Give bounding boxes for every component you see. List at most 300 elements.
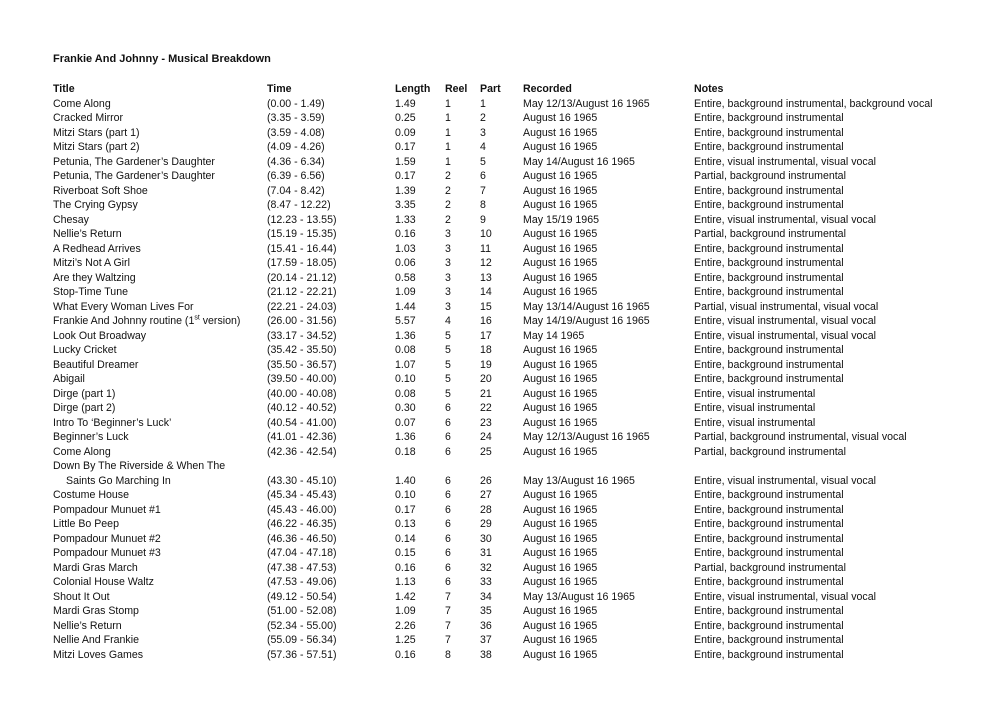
cell-length: 1.44 [395, 300, 416, 313]
header-title: Title [53, 83, 75, 95]
cell-length: 0.08 [395, 344, 416, 356]
cell-part: 6 [480, 170, 486, 182]
cell-title-continued: Saints Go Marching In [66, 474, 171, 487]
cell-notes: Entire, background instrumental [694, 503, 844, 516]
cell-length: 1.33 [395, 213, 416, 226]
cell-time: (33.17 - 34.52) [267, 329, 337, 342]
cell-title: Intro To ‘Beginner’s Luck’ [53, 416, 172, 429]
table-row [53, 401, 954, 416]
cell-recorded: August 16 1965 [523, 402, 598, 414]
cell-time: (46.36 - 46.50) [267, 532, 337, 545]
cell-title: Mitzi Loves Games [53, 648, 144, 661]
cell-time: (43.30 - 45.10) [267, 474, 337, 487]
cell-recorded: May 14 1965 [523, 329, 585, 342]
cell-title: Shout It Out [53, 590, 110, 603]
cell-length: 0.10 [395, 489, 416, 501]
cell-reel: 5 [445, 387, 451, 400]
cell-recorded: August 16 1965 [523, 112, 598, 124]
cell-length: 0.30 [395, 402, 416, 414]
cell-notes: Entire, background instrumental [694, 199, 844, 211]
cell-length: 0.13 [395, 518, 416, 530]
cell-part: 26 [480, 474, 492, 487]
cell-length: 1.25 [395, 634, 416, 646]
cell-title: Beautiful Dreamer [53, 358, 139, 371]
cell-time: (12.23 - 13.55) [267, 213, 337, 226]
cell-recorded: August 16 1965 [523, 228, 598, 240]
cell-time: (3.59 - 4.08) [267, 126, 325, 139]
cell-part: 28 [480, 503, 492, 516]
cell-recorded: August 16 1965 [523, 576, 598, 588]
cell-reel: 5 [445, 373, 451, 385]
cell-recorded: August 16 1965 [523, 344, 598, 356]
cell-reel: 2 [445, 170, 451, 182]
table-row [53, 474, 954, 489]
table-row [53, 430, 954, 445]
cell-part: 35 [480, 605, 492, 617]
cell-recorded: August 16 1965 [523, 518, 598, 530]
cell-notes: Partial, visual instrumental, visual vocal [694, 300, 879, 313]
document-title: Frankie And Johnny - Musical Breakdown [53, 53, 271, 65]
cell-length: 0.10 [395, 373, 416, 385]
cell-recorded: May 13/14/August 16 1965 [523, 300, 650, 313]
cell-part: 37 [480, 634, 492, 646]
cell-time: (55.09 - 56.34) [267, 634, 337, 646]
cell-part: 1 [480, 97, 486, 110]
cell-recorded: August 16 1965 [523, 605, 598, 617]
cell-recorded: May 13/August 16 1965 [523, 474, 635, 487]
cell-title: Petunia, The Gardener’s Daughter [53, 155, 215, 168]
cell-notes: Entire, background instrumental [694, 344, 844, 356]
cell-part: 30 [480, 532, 492, 545]
cell-title: Are they Waltzing [53, 271, 136, 284]
cell-reel: 1 [445, 97, 451, 110]
cell-recorded: May 13/August 16 1965 [523, 590, 635, 603]
cell-title: Come Along [53, 97, 111, 110]
cell-recorded: August 16 1965 [523, 141, 598, 153]
table-row [53, 271, 954, 286]
cell-part: 22 [480, 402, 492, 414]
cell-reel: 7 [445, 634, 451, 646]
cell-part: 24 [480, 431, 492, 443]
cell-notes: Entire, visual instrumental, visual vocal [694, 213, 876, 226]
cell-reel: 2 [445, 213, 451, 226]
table-row [53, 242, 954, 257]
cell-time: (39.50 - 40.00) [267, 373, 337, 385]
cell-part: 21 [480, 387, 492, 400]
cell-reel: 2 [445, 199, 451, 211]
table-row [53, 488, 954, 503]
cell-recorded: August 16 1965 [523, 489, 598, 501]
cell-time: (21.12 - 22.21) [267, 286, 337, 298]
cell-part: 8 [480, 199, 486, 211]
cell-time: (22.21 - 24.03) [267, 300, 337, 313]
cell-notes: Entire, background instrumental [694, 634, 844, 646]
cell-part: 25 [480, 445, 492, 458]
cell-time: (49.12 - 50.54) [267, 590, 337, 603]
table-row [53, 372, 954, 387]
table-row [53, 184, 954, 199]
cell-notes: Entire, background instrumental [694, 576, 844, 588]
cell-notes: Entire, background instrumental [694, 619, 844, 632]
cell-part: 34 [480, 590, 492, 603]
cell-recorded: August 16 1965 [523, 199, 598, 211]
cell-part: 11 [480, 242, 491, 255]
cell-title: What Every Woman Lives For [53, 300, 194, 313]
cell-recorded: August 16 1965 [523, 648, 598, 661]
cell-recorded: August 16 1965 [523, 547, 598, 559]
cell-part: 31 [480, 547, 492, 559]
cell-title: Dirge (part 2) [53, 402, 116, 414]
cell-notes: Entire, visual instrumental, visual vocal [694, 315, 876, 327]
cell-reel: 6 [445, 431, 451, 443]
header-reel: Reel [445, 83, 468, 95]
cell-title: Stop-Time Tune [53, 286, 128, 298]
cell-title: Mitzi Stars (part 2) [53, 141, 140, 153]
cell-length: 1.09 [395, 605, 416, 617]
cell-reel: 3 [445, 242, 451, 255]
cell-length: 0.08 [395, 387, 416, 400]
cell-notes: Entire, visual instrumental [694, 402, 816, 414]
cell-part: 7 [480, 184, 486, 197]
cell-time: (46.22 - 46.35) [267, 518, 337, 530]
cell-title: Nellie And Frankie [53, 634, 139, 646]
cell-notes: Entire, background instrumental [694, 605, 844, 617]
cell-title: The Crying Gypsy [53, 199, 138, 211]
cell-notes: Entire, background instrumental [694, 532, 844, 545]
table-row [53, 140, 954, 155]
cell-title-suffix: version) [199, 315, 241, 327]
table-row [53, 503, 954, 518]
cell-reel: 3 [445, 228, 451, 240]
table-row [53, 198, 954, 213]
cell-recorded: August 16 1965 [523, 242, 598, 255]
cell-time: (41.01 - 42.36) [267, 431, 337, 443]
cell-reel: 3 [445, 257, 451, 269]
cell-recorded: August 16 1965 [523, 445, 598, 458]
cell-title: Mardi Gras Stomp [53, 605, 139, 617]
cell-reel: 6 [445, 532, 451, 545]
cell-notes: Entire, background instrumental [694, 242, 844, 255]
cell-recorded: August 16 1965 [523, 634, 598, 646]
table-row [53, 213, 954, 228]
table-row [53, 155, 954, 170]
cell-time: (3.35 - 3.59) [267, 112, 325, 124]
cell-title-superscript: st [194, 314, 200, 322]
cell-length: 0.09 [395, 126, 416, 139]
cell-recorded: August 16 1965 [523, 358, 598, 371]
cell-notes: Entire, background instrumental [694, 184, 844, 197]
table-row [53, 343, 954, 358]
table-row [53, 619, 954, 634]
cell-notes: Entire, visual instrumental, visual vocal [694, 155, 876, 168]
cell-reel: 2 [445, 184, 451, 197]
cell-title: A Redhead Arrives [53, 242, 141, 255]
cell-part: 15 [480, 300, 492, 313]
cell-time: (20.14 - 21.12) [267, 271, 337, 284]
cell-notes: Entire, background instrumental [694, 286, 844, 298]
cell-title: Beginner’s Luck [53, 431, 129, 443]
cell-title [53, 314, 267, 329]
cell-length: 0.06 [395, 257, 416, 269]
cell-notes: Entire, visual instrumental, visual vocal [694, 329, 876, 342]
cell-part: 32 [480, 561, 492, 574]
cell-length: 1.07 [395, 358, 416, 371]
cell-length: 1.39 [395, 184, 416, 197]
cell-title: Nellie’s Return [53, 619, 122, 632]
table-row [53, 561, 954, 576]
cell-notes: Entire, background instrumental [694, 126, 844, 139]
cell-title-text: Frankie And Johnny routine (1 [53, 315, 195, 327]
cell-length: 3.35 [395, 199, 416, 211]
header-recorded: Recorded [523, 83, 572, 95]
cell-recorded: May 15/19 1965 [523, 213, 599, 226]
cell-part: 9 [480, 213, 486, 226]
cell-title: Down By The Riverside & When The [53, 460, 226, 472]
cell-part: 3 [480, 126, 486, 139]
table-row [53, 300, 954, 315]
cell-part: 2 [480, 112, 486, 124]
cell-length: 1.09 [395, 286, 416, 298]
cell-title: Lucky Cricket [53, 344, 117, 356]
cell-notes: Partial, background instrumental, visual vocal [694, 431, 907, 443]
cell-recorded: August 16 1965 [523, 257, 598, 269]
cell-title: Mitzi Stars (part 1) [53, 126, 140, 139]
cell-part: 33 [480, 576, 492, 588]
cell-part: 18 [480, 344, 492, 356]
cell-recorded: August 16 1965 [523, 286, 598, 298]
cell-length: 0.17 [395, 503, 416, 516]
cell-title: Little Bo Peep [53, 518, 119, 530]
cell-reel: 6 [445, 489, 451, 501]
cell-reel: 6 [445, 561, 451, 574]
table-row [53, 546, 954, 561]
cell-notes: Partial, background instrumental [694, 445, 846, 458]
table-row [53, 604, 954, 619]
cell-recorded: August 16 1965 [523, 503, 598, 516]
cell-length: 1.40 [395, 474, 416, 487]
table-row [53, 648, 954, 663]
cell-part: 27 [480, 489, 492, 501]
table-row [53, 590, 954, 605]
cell-notes: Entire, background instrumental [694, 648, 844, 661]
cell-reel: 6 [445, 503, 451, 516]
header-time: Time [267, 83, 292, 95]
cell-title: Riverboat Soft Shoe [53, 184, 148, 197]
cell-recorded: August 16 1965 [523, 532, 598, 545]
cell-part: 19 [480, 358, 492, 371]
cell-length: 1.03 [395, 242, 416, 255]
cell-reel: 7 [445, 590, 451, 603]
cell-length: 0.17 [395, 141, 416, 153]
cell-notes: Partial, background instrumental [694, 561, 846, 574]
cell-title: Pompadour Munuet #3 [53, 547, 161, 559]
cell-reel: 1 [445, 155, 451, 168]
cell-recorded: August 16 1965 [523, 387, 598, 400]
cell-length: 1.59 [395, 155, 416, 168]
cell-title: Come Along [53, 445, 111, 458]
cell-part: 36 [480, 619, 492, 632]
cell-title: Costume House [53, 489, 129, 501]
cell-recorded: August 16 1965 [523, 271, 598, 284]
cell-reel: 7 [445, 619, 451, 632]
cell-notes: Partial, background instrumental [694, 228, 846, 240]
cell-time: (57.36 - 57.51) [267, 648, 337, 661]
cell-reel: 1 [445, 126, 451, 139]
table-row [53, 532, 954, 547]
cell-time: (47.53 - 49.06) [267, 576, 337, 588]
cell-notes: Entire, background instrumental [694, 271, 844, 284]
cell-reel: 6 [445, 474, 451, 487]
musical-breakdown-table [53, 82, 954, 662]
cell-length: 0.14 [395, 532, 416, 545]
cell-part: 4 [480, 141, 486, 153]
cell-title: Nellie’s Return [53, 228, 122, 240]
cell-time: (4.36 - 6.34) [267, 155, 325, 168]
cell-time: (40.54 - 41.00) [267, 416, 337, 429]
table-row [53, 387, 954, 402]
cell-part: 10 [480, 228, 492, 240]
cell-time: (52.34 - 55.00) [267, 619, 337, 632]
cell-part: 38 [480, 648, 492, 661]
table-row [53, 517, 954, 532]
cell-notes: Entire, background instrumental [694, 489, 844, 501]
cell-time: (7.04 - 8.42) [267, 184, 325, 197]
cell-notes: Entire, background instrumental [694, 373, 844, 385]
cell-part: 14 [480, 286, 492, 298]
cell-time: (4.09 - 4.26) [267, 141, 325, 153]
cell-length: 0.16 [395, 228, 416, 240]
table-row [53, 256, 954, 271]
cell-reel: 3 [445, 271, 451, 284]
header-row [53, 82, 954, 97]
cell-time: (35.42 - 35.50) [267, 344, 337, 356]
cell-recorded: August 16 1965 [523, 373, 598, 385]
table-row [53, 358, 954, 373]
table-row [53, 285, 954, 300]
cell-title: Colonial House Waltz [53, 576, 154, 588]
header-part: Part [480, 83, 501, 95]
cell-time: (15.19 - 15.35) [267, 228, 337, 240]
cell-length: 1.13 [395, 576, 416, 588]
cell-reel: 6 [445, 576, 451, 588]
cell-length: 0.16 [395, 561, 416, 574]
cell-time: (40.00 - 40.08) [267, 387, 337, 400]
cell-length: 0.16 [395, 648, 416, 661]
cell-part: 23 [480, 416, 492, 429]
cell-time: (6.39 - 6.56) [267, 170, 325, 182]
cell-notes: Entire, background instrumental [694, 358, 844, 371]
cell-recorded: August 16 1965 [523, 184, 598, 197]
cell-title: Chesay [53, 213, 89, 226]
cell-length: 0.15 [395, 547, 416, 559]
cell-reel: 5 [445, 344, 451, 356]
cell-reel: 4 [445, 315, 451, 327]
cell-notes: Entire, visual instrumental, visual vocal [694, 474, 876, 487]
cell-time: (0.00 - 1.49) [267, 97, 325, 110]
cell-time: (17.59 - 18.05) [267, 257, 337, 269]
cell-title: Mardi Gras March [53, 561, 138, 574]
table-row [53, 314, 954, 329]
table-row [53, 126, 954, 141]
cell-length: 0.58 [395, 271, 416, 284]
cell-notes: Entire, background instrumental [694, 547, 844, 559]
cell-length: 2.26 [395, 619, 416, 632]
table-row [53, 575, 954, 590]
cell-part: 13 [480, 271, 492, 284]
cell-recorded: May 12/13/August 16 1965 [523, 431, 650, 443]
cell-recorded: May 12/13/August 16 1965 [523, 97, 650, 110]
cell-length: 5.57 [395, 315, 416, 327]
cell-title: Pompadour Munuet #1 [53, 503, 161, 516]
table-row [53, 97, 954, 112]
cell-notes: Entire, visual instrumental, visual vocal [694, 590, 876, 603]
cell-reel: 6 [445, 547, 451, 559]
header-length: Length [395, 83, 431, 95]
cell-reel: 1 [445, 141, 451, 153]
cell-length: 1.49 [395, 97, 416, 110]
table-row [53, 169, 954, 184]
cell-time: (51.00 - 52.08) [267, 605, 337, 617]
cell-reel: 5 [445, 358, 451, 371]
cell-recorded: August 16 1965 [523, 416, 598, 429]
cell-length: 1.42 [395, 590, 416, 603]
cell-notes: Entire, background instrumental [694, 518, 844, 530]
cell-time: (26.00 - 31.56) [267, 315, 337, 327]
cell-notes: Entire, background instrumental [694, 141, 844, 153]
cell-part: 20 [480, 373, 492, 385]
cell-part: 12 [480, 257, 492, 269]
cell-reel: 6 [445, 445, 451, 458]
cell-length: 1.36 [395, 431, 416, 443]
cell-reel: 8 [445, 648, 451, 661]
table-row [53, 111, 954, 126]
cell-title: Abigail [53, 373, 85, 385]
cell-notes: Entire, background instrumental [694, 112, 844, 124]
cell-notes: Entire, visual instrumental [694, 387, 816, 400]
cell-notes: Partial, background instrumental [694, 170, 846, 182]
cell-title: Look Out Broadway [53, 329, 147, 342]
header-notes: Notes [694, 83, 724, 95]
cell-length: 0.25 [395, 112, 416, 124]
cell-time: (15.41 - 16.44) [267, 242, 337, 255]
table-row [53, 633, 954, 648]
cell-time: (47.38 - 47.53) [267, 561, 337, 574]
cell-part: 16 [480, 315, 492, 327]
cell-length: 1.36 [395, 329, 416, 342]
cell-title: Petunia, The Gardener’s Daughter [53, 170, 215, 182]
cell-part: 17 [480, 329, 492, 342]
cell-part: 5 [480, 155, 486, 168]
cell-notes: Entire, background instrumental, background vocal [694, 97, 933, 110]
cell-title: Pompadour Munuet #2 [53, 532, 161, 545]
cell-notes: Entire, background instrumental [694, 257, 844, 269]
cell-reel: 6 [445, 402, 451, 414]
table-row [53, 416, 954, 431]
cell-length: 0.18 [395, 445, 416, 458]
cell-time: (40.12 - 40.52) [267, 402, 337, 414]
cell-reel: 5 [445, 329, 451, 342]
cell-notes: Entire, visual instrumental [694, 416, 816, 429]
cell-recorded: August 16 1965 [523, 561, 598, 574]
cell-recorded: May 14/19/August 16 1965 [523, 315, 650, 327]
table-body [53, 97, 954, 663]
cell-reel: 3 [445, 286, 451, 298]
cell-title: Mitzi’s Not A Girl [53, 257, 130, 269]
cell-recorded: August 16 1965 [523, 126, 598, 139]
cell-time: (8.47 - 12.22) [267, 199, 331, 211]
table-row [53, 227, 954, 242]
cell-title: Cracked Mirror [53, 112, 124, 124]
